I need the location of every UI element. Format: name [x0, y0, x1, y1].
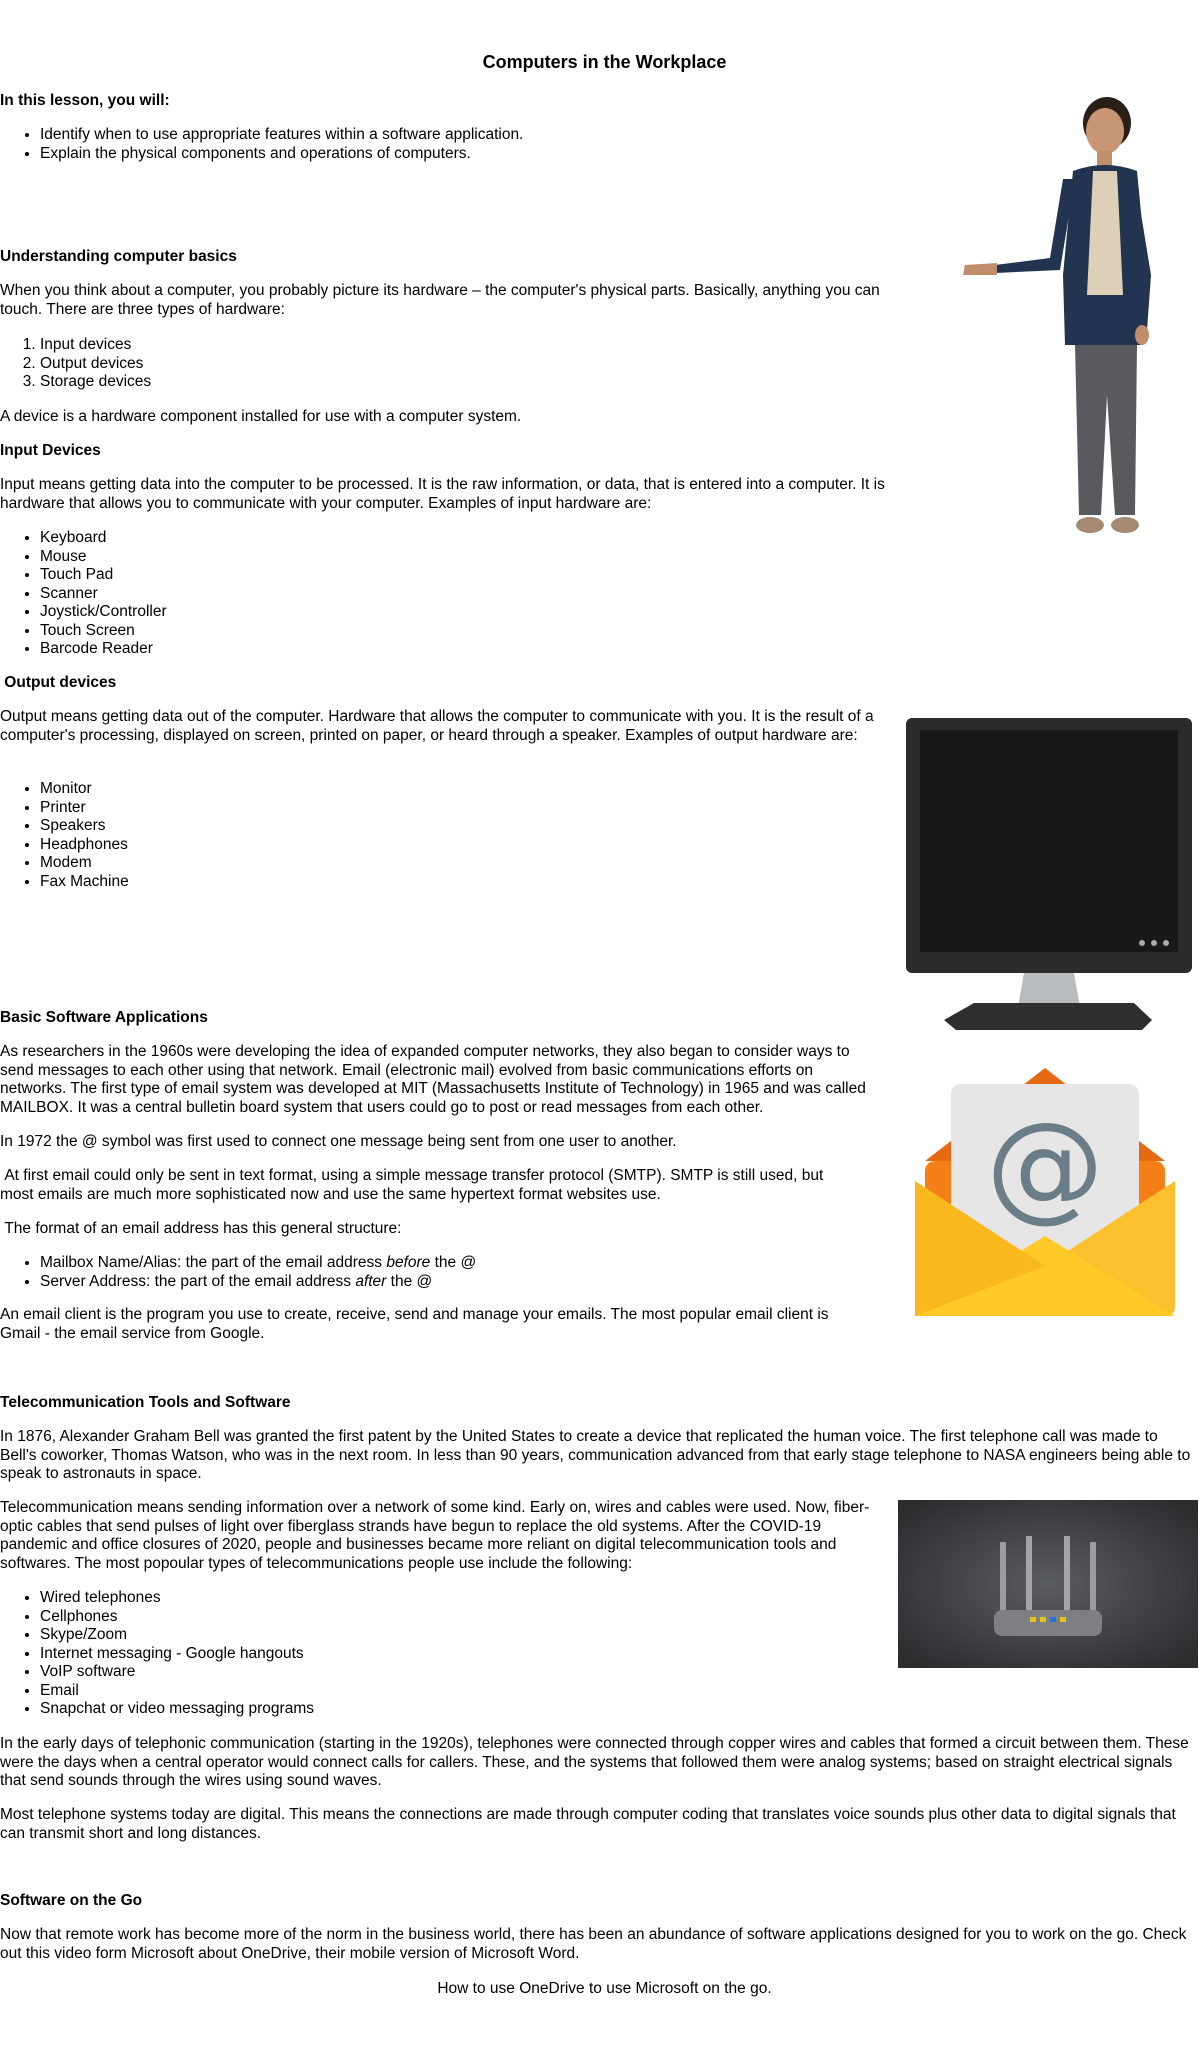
telecom-tools-list [0, 1589, 840, 1719]
wifi-router-image [898, 1500, 1198, 1668]
telecom-paragraph-3: In the early days of telephonic communication (starting in the 1920s), telephones were connected through copper wires and cables that formed a circuit between them. These were the days when a central operator would connect calls for callers. These, and the systems that followed them were analog systems; based on straight electrical signals that send sounds through the wires using sound waves. [0, 1735, 1189, 1789]
lesson-heading: In this lesson, you will: [0, 92, 170, 109]
telecom-paragraph-1: In 1876, Alexander Graham Bell was granted the first patent by the United States to create a device that replicated the human voice. The first telephone call was made to Bell's coworker, Thomas Watson, who was in the next room. In less than 90 years, communication advanced from that early stage telephone to NASA engineers being able to speak to astronauts in space. [0, 1428, 1191, 1482]
list-item: • Modem [40, 854, 640, 873]
list-item: • Server Address: the part of the email address after the @ [40, 1273, 840, 1292]
svg-text:@: @ [986, 1096, 1104, 1234]
onthego-text: Now that remote work has become more of the norm in the business world, there has been an abundance of software applications designed for you to work on the go. Check out this video form Microsoft about OneDrive, their mobile version of Microsoft Word. [0, 1926, 1187, 1962]
lesson-objectives-list [0, 126, 940, 163]
software-paragraph-3: At first email could only be sent in text format, using a simple message transfer protocol (SMTP). SMTP is still used, but most emails are much more sophisticated now and use the same hypertext format websites use. [0, 1167, 828, 1203]
hardware-types-list [0, 336, 640, 392]
email-envelope-icon [905, 1066, 1185, 1336]
software-paragraph-2: In 1972 the @ symbol was first used to connect one message being sent from one user to another. [0, 1133, 677, 1150]
input-devices-list [0, 529, 640, 659]
output-text: Output means getting data out of the computer. Hardware that allows the computer to communicate with you. It is the result of a computer's processing, displayed on screen, printed on paper, or heard through a speaker. Examples of output hardware are: [0, 708, 874, 744]
telecom-heading: Telecommunication Tools and Software [0, 1394, 291, 1411]
list-item: • Mouse [40, 548, 640, 567]
list-item: 3. Storage devices [40, 373, 640, 392]
input-heading: Input Devices [0, 442, 101, 459]
software-paragraph-1: As researchers in the 1960s were developing the idea of expanded computer networks, they also began to consider ways to send messages to each other using that network. Email (electronic mail) evolved from basic communications efforts on networks. The first type of email system was developed at MIT (Massachusetts Institute of Technology) in 1965 and was called MAILBOX. It was a central bulletin board system that users could go to post or read messages from each other. [0, 1043, 866, 1116]
list-item: • Joystick/Controller [40, 603, 640, 622]
list-item: • Monitor [40, 780, 640, 799]
output-heading: Output devices [0, 674, 117, 691]
input-text: Input means getting data into the computer to be processed. It is the raw information, or data, that is entered into a computer. It is hardware that allows you to communicate with your computer. Examples of input hardware are: [0, 476, 885, 512]
telecom-paragraph-4: Most telephone systems today are digital. This means the connections are made through computer coding that translates voice sounds plus other data to digital signals that can transmit short and long distances. [0, 1806, 1176, 1842]
list-item: • Identify when to use appropriate features within a software application. [40, 126, 940, 145]
list-item: • Fax Machine [40, 873, 640, 892]
list-item: • Keyboard [40, 529, 640, 548]
list-item: • Wired telephones [40, 1589, 840, 1608]
telecom-paragraph-2: Telecommunication means sending information over a network of some kind. Early on, wires and cables were used. Now, fiber-optic cables that send pulses of light over fiberglass strands have begun to replace the old systems. After the COVID-19 pandemic and office closures of 2020, people and businesses became more reliant on digital telecommunication tools and softwares. The most popoular types of telecommunications people use include the following: [0, 1499, 870, 1572]
list-item: • Explain the physical components and operations of computers. [40, 145, 940, 164]
list-item: • Email [40, 1682, 840, 1701]
basics-heading: Understanding computer basics [0, 248, 237, 265]
list-item: • Snapchat or video messaging programs [40, 1700, 840, 1719]
list-item: • Mailbox Name/Alias: the part of the email address before the @ [40, 1254, 840, 1273]
device-definition: A device is a hardware component installed for use with a computer system. [0, 408, 522, 425]
page-title: Computers in the Workplace [482, 52, 727, 72]
software-paragraph-4: The format of an email address has this general structure: [0, 1220, 402, 1237]
list-item: • Headphones [40, 836, 640, 855]
list-item: • Internet messaging - Google hangouts [40, 1645, 840, 1664]
list-item: • VoIP software [40, 1663, 840, 1682]
email-format-list [0, 1254, 840, 1291]
software-paragraph-5: An email client is the program you use to create, receive, send and manage your emails. The most popular email client is Gmail - the email service from Google. [0, 1306, 829, 1342]
software-heading: Basic Software Applications [0, 1009, 208, 1026]
list-item: • Skype/Zoom [40, 1626, 840, 1645]
list-item: 1. Input devices [40, 336, 640, 355]
video-caption: How to use OneDrive to use Microsoft on the go. [437, 1980, 772, 1997]
list-item: • Scanner [40, 585, 640, 604]
list-item: • Speakers [40, 817, 640, 836]
computer-monitor-image [904, 708, 1200, 1038]
list-item: 2. Output devices [40, 355, 640, 374]
list-item: • Cellphones [40, 1608, 840, 1627]
output-devices-list [0, 780, 640, 891]
list-item: • Touch Pad [40, 566, 640, 585]
list-item: • Printer [40, 799, 640, 818]
woman-presenting-image [955, 95, 1200, 545]
basics-intro: When you think about a computer, you probably picture its hardware – the computer's physical parts. Basically, anything you can touch. There are three types of hardware: [0, 282, 880, 318]
list-item: • Barcode Reader [40, 640, 640, 659]
onthego-heading: Software on the Go [0, 1892, 143, 1909]
list-item: • Touch Screen [40, 622, 640, 641]
